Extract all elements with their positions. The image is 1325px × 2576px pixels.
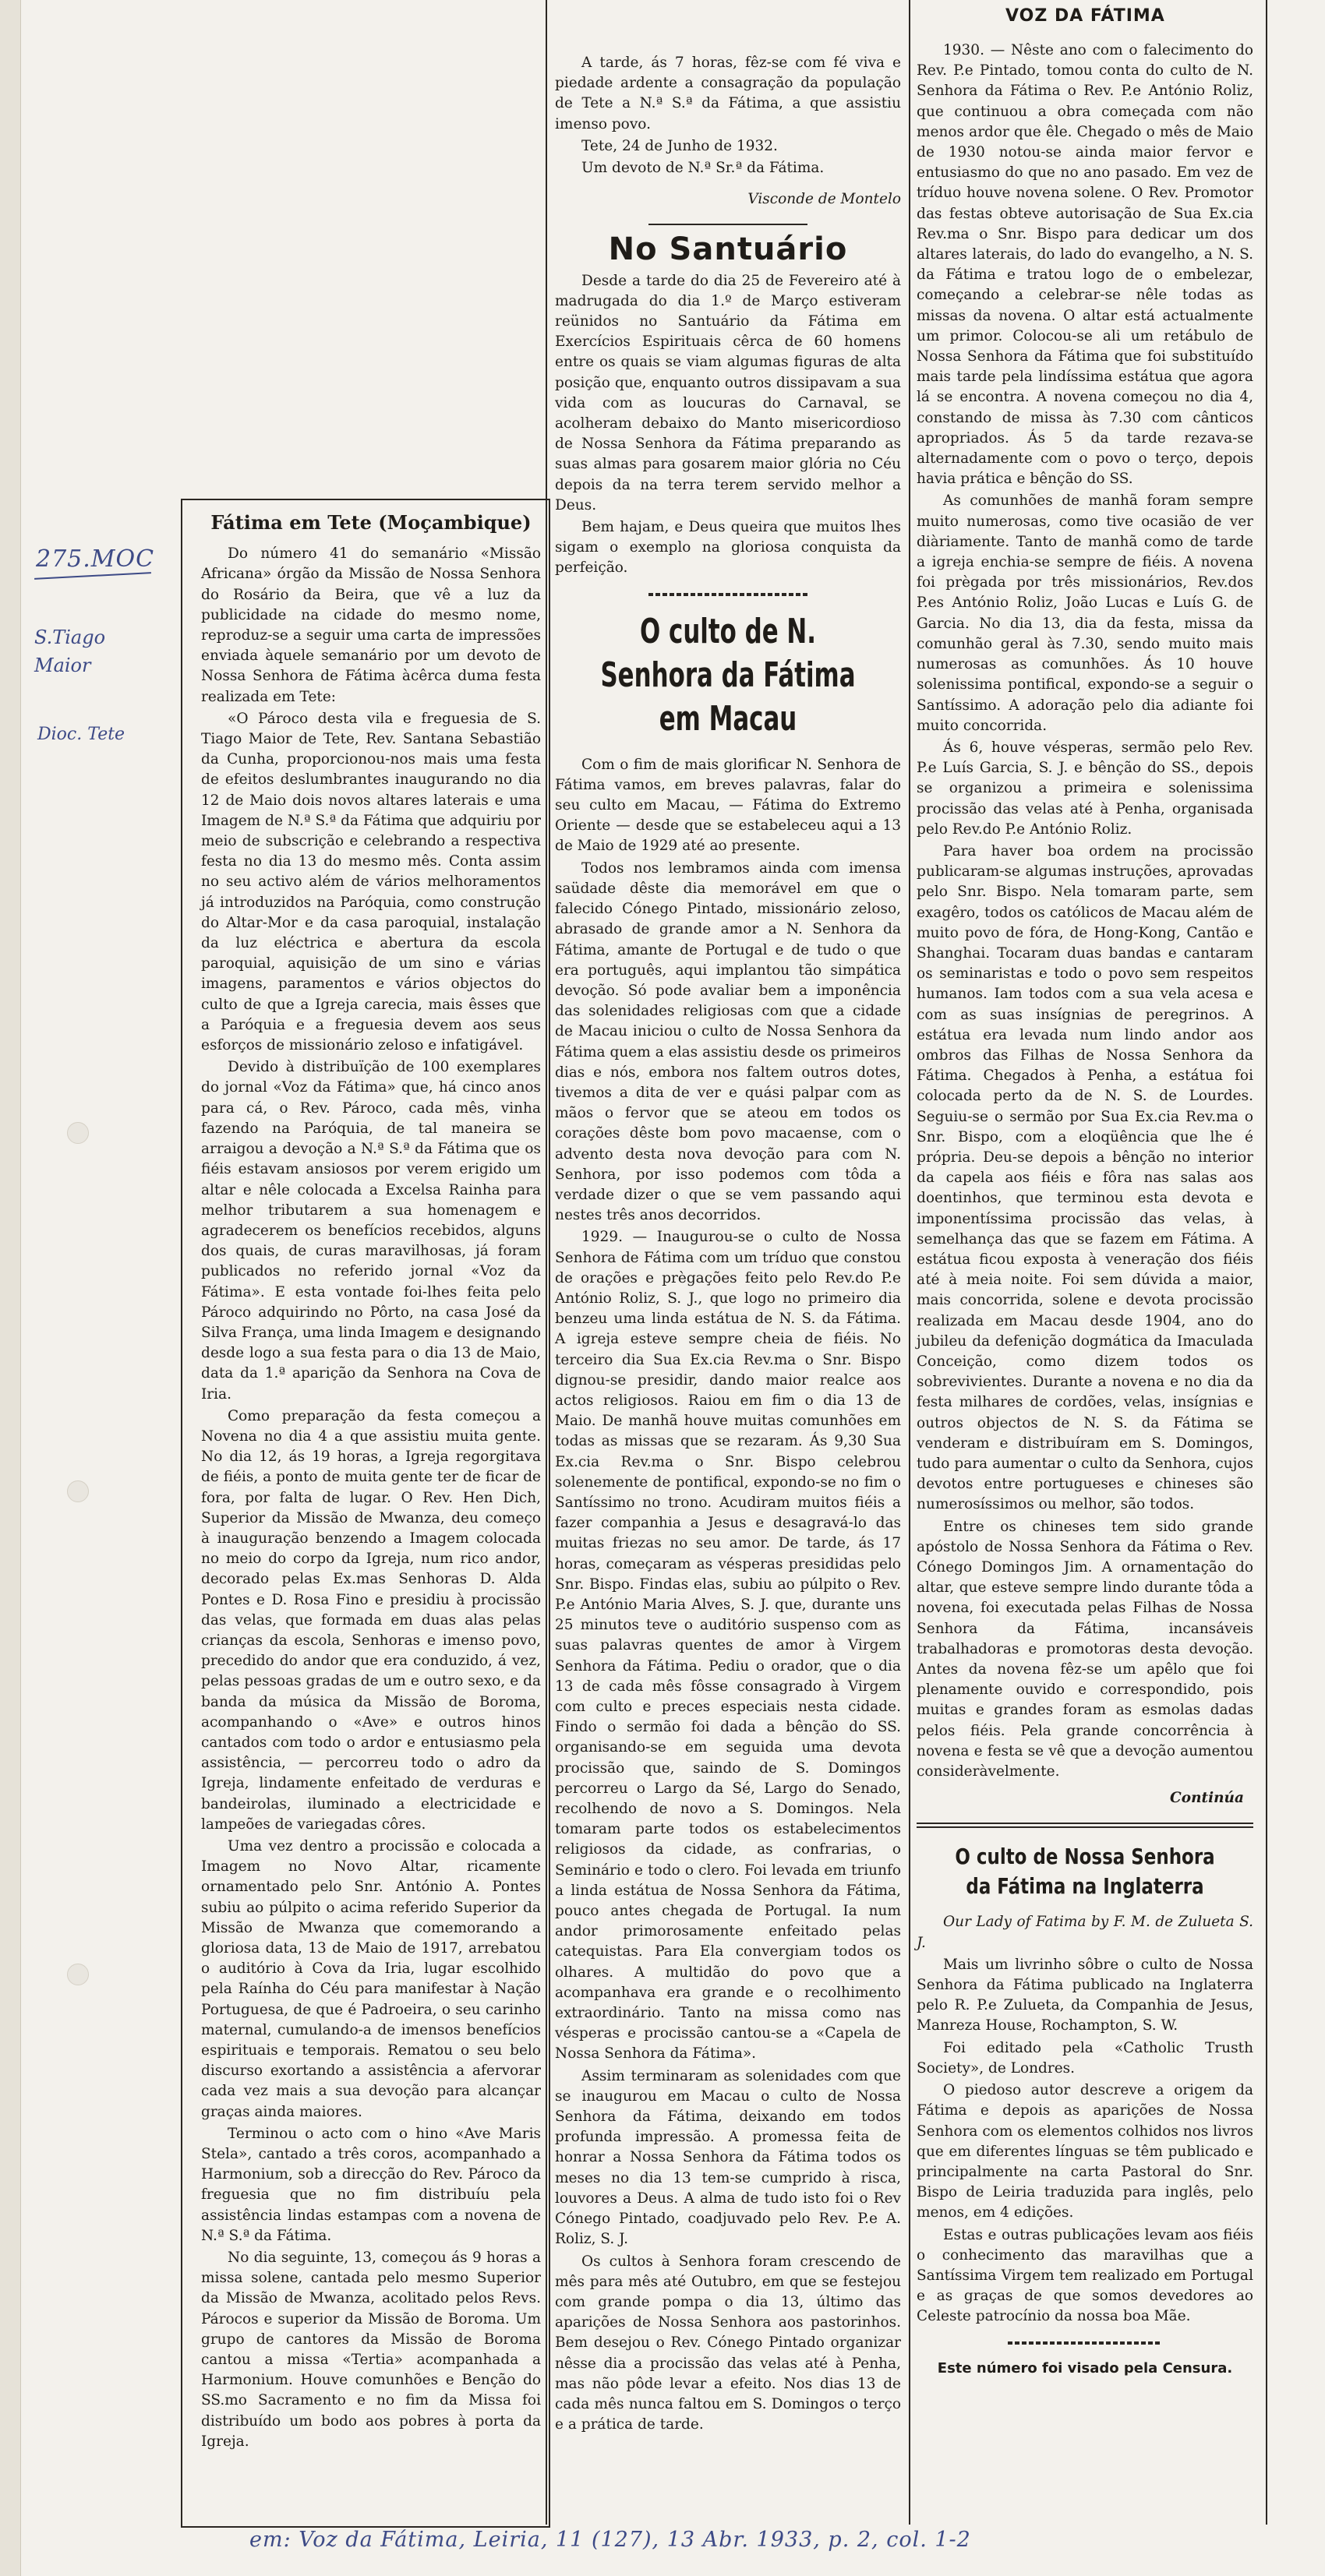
paragraph: O piedoso autor descreve a origem da Fátima e depois as aparições de Nossa Senhora com os elementos colhidos nos livros que em diferentes línguas se têm publicado e principalmente na carta Pastoral do Snr. Bispo de Leiria traduzida para inglês, pelo menos, em 4 edições.	[917, 2082, 1253, 2221]
column-rule	[546, 0, 547, 2525]
article-title: O culto de Nossa Senhora da Fátima na Inglaterra	[955, 1844, 1215, 1900]
paragraph: Para haver boa ordem na procissão publicaram-se algumas instruções, aprovadas pelo Snr. Bispo. Nela tomaram parte, sem exagêro, todos os católicos de Macau além de muito povo de fóra, de Hong-Kong, Cantão e Shanghai. Tocaram duas bandas e cantaram os seminaristas e todo o povo sem respeitos humanos. Iam todos com a sua vela acesa e com as suas insígnias de peregrinos. A estátua era levada num lindo andor aos ombros das Filhas de Nossa Senhora da Fátima. Chegados à Penha, a estátua foi colocada perto da de N. S. de Lourdes. Seguiu-se o sermão por Sua Ex.cia Rev.ma o Snr. Bispo, com a eloqüência que lhe é própria. Deu-se depois a bênção no interior da capela aos fiéis e fôra nas salas aos doentinhos, que terminou esta devota e imponentíssima procissão das velas, à semelhança das que se fazem em Fátima. A estátua ficou exposta à veneração dos fiéis até à meia noite. Foi sem dúvida a maior, mais concorrida, solene e devota procissão realizada em Macau desde 1904, ano do jubileu da defenição dogmática da Imaculada Conceição, como dizem todos os sobrevivientes. Durante a novena e no dia da festa milhares de cordões, velas, insígnias e outros objectos de N. S. da Fátima se venderam e distribuíram em S. Domingos, tudo para aumentar o culto da Senhora, cujos devotos entre portugueses e chineses são numerosíssimos ou melhor, são todos.	[917, 842, 1253, 1513]
article-title: O culto de N. Senhora da Fátima em Macau	[600, 611, 856, 739]
column-middle	[555, 53, 901, 2437]
paragraph: Terminou o acto com o hino «Ave Maris Stela», cantado a três coros, acompanhado a Harmonium, sob a direcção do Rev. Pároco da freguesia que no fim distribuíu pela assistência lindas estampas com a novena de N.ª S.ª da Fátima.	[201, 2125, 541, 2244]
column-right	[917, 41, 1253, 2379]
handwritten-ref-code: 275.MOC	[36, 545, 155, 573]
paragraph: Desde a tarde do dia 25 de Fevereiro até à madrugada do dia 1.º de Março estiveram reünidos no Santuário da Fátima em Exercícios Espirituais cêrca de 60 homens entre os quais se viam algumas figuras de alta posição que, enquanto outros dissipavam a sua vida com as loucuras do Carnaval, se acolheram debaixo do Manto misericordioso de Nossa Senhora da Fátima preparando as suas almas para gosarem maior glória no Céu depois da na terra terem servido melhor a Deus.	[555, 272, 901, 513]
handwritten-parish: S.Tiago Maior	[34, 626, 106, 676]
newspaper-masthead: VOZ DA FÁTIMA	[1005, 6, 1165, 26]
paragraph: Como preparação da festa começou a Novena no dia 4 a que assistiu muita gente. No dia 12, ás 19 horas, a Igreja regorgitava de fiéis, a ponto de muita gente ter de ficar de fora, por falta de lugar. O Rev. Hen Dich, Superior da Missão de Mwanza, deu começo à inauguração benzendo a Imagem colocada no meio do corpo da Igreja, num rico andor, decorado pelas Ex.mas Senhoras D. Alda Pontes e D. Rosa Fino e presidiu à procissão das velas, que formada em duas alas pelas crianças da escola, Senhoras e imenso povo, precedido do andor que era conduzido, á vez, pelas pessoas gradas de um e outro sexo, e da banda da música da Missão de Boroma, acompanhando o «Ave» e outros hinos cantados com todo o ardor e entusiasmo pela assistência, — percorreu todo o adro da Igreja, lindamente enfeitado de verduras e bandeirolas, iluminado a electricidade e lampeões de variegadas côres.	[201, 1407, 541, 1833]
article-title: No Santuário	[608, 231, 848, 268]
devotee-signature: Um devoto de N.ª Sr.ª da Fátima.	[581, 160, 825, 177]
paragraph: As comunhões de manhã foram sempre muito numerosas, como tive ocasião de ver diàriamente. Tanto de manhã como de tarde a igreja enchia-se sempre de fiéis. A novena foi prègada por três missionários, Rev.dos P.es António Roliz, João Lucas e Luís G. de Garcia. No dia 13, dia da festa, missa da comunhão geral às 7.30, sendo muito mais numerosas as comunhões. Ás 10 houve solenissima pontifical, expondo-se a seguir o Santíssimo. A adoração pelo dia adiante foi muito concorrida.	[917, 492, 1253, 734]
column-rule	[1266, 0, 1267, 2525]
place-date: Tete, 24 de Junho de 1932.	[581, 137, 778, 154]
article-fatima-em-tete	[201, 508, 541, 2454]
paragraph: Assim terminaram as solenidades com que se inaugurou em Macau o culto de Nossa Senhora da Fátima, deixando em todos profunda impressão. A promessa feita de honrar a Nossa Senhora da Fátima todos os meses no dia 13 tem-se cumprido à risca, louvores a Deus. A alma de tudo isto foi o Rev Cónego Pintado, coadjuvado pelo Rev. P.e A. Roliz, S. J.	[555, 2067, 901, 2248]
paragraph: Do número 41 do semanário «Missão Africana» órgão da Missão de Nossa Senhora do Rosário da Beira, que vê a luz da publicidade na cidade do mesmo nome, reproduz-se a seguir uma carta de impressões enviada àquele semanário por um devoto de Nossa Senhora de Fátima àcêrca duma festa realizada em Tete:	[201, 545, 541, 705]
paragraph: Uma vez dentro a procissão e colocada a Imagem no Novo Altar, ricamente ornamentado pelo Snr. António A. Pontes subiu ao púlpito o acima referido Superior da Missão de Mwanza que comemorando a gloriosa data, 13 de Maio de 1917, arrebatou o auditório à Cova da Iria, lugar escolhido pela Raínha do Céu para manifestar à Nação Portuguesa, de que é Padroeira, o seu carinho maternal, cumulando-a de imensos benefícios espirituais e temporais. Rematou o seu belo discurso exortando a assistência a afervorar cada vez mais a sua devoção para alcançar graças ainda maiores.	[201, 1838, 541, 2120]
author-signature: Visconde de Montelo	[747, 191, 901, 208]
section-divider	[648, 224, 807, 225]
handwritten-diocese: Dioc. Tete	[37, 725, 125, 744]
section-divider	[648, 593, 807, 596]
paragraph: Foi editado pela «Catholic Trusth Society», de Londres.	[917, 2039, 1253, 2077]
article-title: Fátima em Tete (Moçambique)	[210, 511, 532, 534]
paragraph: Bem hajam, e Deus queira que muitos lhes sigam o exemplo na gloriosa conquista da perfeição.	[555, 519, 901, 577]
paragraph: Com o fim de mais glorificar N. Senhora de Fátima vamos, em breves palavras, falar do seu culto em Macau, — Fátima do Extremo Oriente — desde que se estabeleceu aqui a 13 de Maio de 1929 até ao presente.	[555, 756, 901, 855]
handwritten-underline	[34, 572, 151, 580]
paragraph: 1930. — Nêste ano com o falecimento do Rev. P.e Pintado, tomou conta do culto de N. Senhora da Fátima o Rev. P.e António Roliz, que continuou a obra começada com não menos ardor que êle. Chegado o mês de Maio de 1930 notou-se ainda maior fervor e entusiasmo do que no ano pasado. Em vez de tríduo houve novena solene. O Rev. Promotor das festas obteve autorisação de Sua Ex.cia Rev.ma o Snr. Bispo para dedicar um dos altares laterais, do lado do evangelho, a N. S. da Fátima e tratou logo de o embelezar, começando a celebrar-se nêle todas as missas da novena. O altar está actualmente um primor. Colocou-se ali um retábulo de Nossa Senhora da Fátima que foi substituído mais tarde pela lindíssima estátua que agora lá se encontra. A novena começou no dia 4, constando de missa às 7.30 com cânticos apropriados. Ás 5 da tarde rezava-se alternadamente com o povo o terço, depois havia prática e bênção do SS.	[917, 42, 1253, 488]
paragraph: Our Lady of Fatima by F. M. de Zulueta S. J.	[917, 1914, 1253, 1951]
paragraph: Os cultos à Senhora foram crescendo de mês para mês até Outubro, em que se festejou com grande pompa o dia 13, último das aparições de Nossa Senhora aos pastorinhos. Bem desejou o Rev. Cónego Pintado organizar nêsse dia a procissão das velas até à Penha, mas não pôde levar a efeito. Nos dias 13 de cada mês nunca faltou em S. Domingos o terço e a prática de tarde.	[555, 2253, 901, 2433]
continued-marker: Continúa	[1170, 1790, 1244, 1807]
column-rule	[909, 0, 910, 2525]
section-divider	[1008, 2341, 1163, 2345]
binder-hole	[67, 1122, 89, 1144]
censorship-note: Este número foi visado pela Censura.	[937, 2359, 1233, 2377]
paragraph: Devido à distribuïção de 100 exemplares do jornal «Voz da Fátima» que, há cinco anos para cá, o Rev. Pároco, cada mês, vinha fazendo na Paróquia, de tal maneira se arraigou a devoção a N.ª S.ª da Fátima que os fiéis estavam ansiosos por verem erigido um altar e nêle colocada a Excelsa Rainha para melhor tributarem a sua homenagem e agradecerem os benefícios recebidos, alguns dos quais, de curas maravilhosas, já foram publicados no referido jornal «Voz da Fátima». E esta vontade foi-lhes feita pelo Pároco adquirindo no Pôrto, na casa José da Silva França, uma linda Imagem e designando desde logo a sua festa para o dia 13 de Maio, data da 1.ª aparição da Senhora na Cova de Iria.	[201, 1059, 541, 1403]
paragraph: Entre os chineses tem sido grande apóstolo de Nossa Senhora da Fátima o Rev. Cónego Domingos Jim. A ornamentação do altar, que esteve sempre lindo durante tôda a novena, foi executada pelas Filhas de Nossa Senhora da Fátima, incansáveis trabalhadoras e promotoras desta devoção. Antes da novena fêz-se um apêlo que foi plenamente ouvido e correspondido, pois muitas e grandes foram as esmolas dadas pelos fiéis. Pela grande concorrência à novena e festa se vê que a devoção aumentou consideràvelmente.	[917, 1518, 1253, 1780]
binder-hole	[67, 1964, 89, 1985]
page-edge	[0, 0, 21, 2576]
section-divider	[917, 1823, 1253, 1828]
paragraph: Ás 6, houve vésperas, sermão pelo Rev. P.e Luís Garcia, S. J. e bênção do SS., depois se organizou a primeira e solenissima procissão das velas até à Penha, organisada pelo Rev.do P.e António Roliz.	[917, 739, 1253, 838]
paragraph: Mais um livrinho sôbre o culto de Nossa Senhora da Fátima publicado na Inglaterra pelo R. P.e Zulueta, da Companhia de Jesus, Manreza House, Rochampton, S. W.	[917, 1956, 1253, 2034]
paragraph: Todos nos lembramos ainda com imensa saüdade dêste dia memorável em que o falecido Cónego Pintado, missionário zeloso, abrasado de grande amor a N. Senhora da Fátima, amante de Portugal e de tudo o que era português, aqui implantou tão simpática devoção. Só pode avaliar bem a imponência das solenidades religiosas com que a cidade de Macau iniciou o culto de Nossa Senhora da Fátima quem a elas assistiu desde os primeiros dias e nós, embora nos faltem outros dotes, tivemos a dita de ver e quási palpar com as mãos o fervor que se ateou em todos os corações dêste bom povo macaense, com o advento desta nova devoção para com N. Senhora, por isso podemos com tôda a verdade dizer o que se vem passando aqui nestes três anos decorridos.	[555, 859, 901, 1224]
binder-hole	[67, 1480, 89, 1502]
paragraph: Estas e outras publicações levam aos fiéis o conhecimento das maravilhas que a Santíssima Virgem tem realizado em Portugal e as graças de que somos devedores ao Celeste patrocínio da nossa boa Mãe.	[917, 2226, 1253, 2325]
paragraph: No dia seguinte, 13, começou ás 9 horas a missa solene, cantada pelo mesmo Superior da Missão de Mwanza, acolitado pelos Revs. Párocos e superior da Missão de Boroma. Um grupo de cantores da Missão de Boroma cantou a missa «Tertia» acompanhada a Harmonium. Houve comunhões e Benção do SS.mo Sacramento e no fim da Missa foi distribuído um bodo aos pobres à porta da Igreja.	[201, 2250, 541, 2450]
paragraph: «O Pároco desta vila e freguesia de S. Tiago Maior de Tete, Rev. Santana Sebastião da Cunha, proporcionou-nos mais uma festa de efeitos deslumbrantes inaugurando no dia 12 de Maio dois novos altares laterais e uma Imagem de N.ª S.ª da Fátima que adquiriu por meio de subscrição e celebrando a respectiva festa no dia 13 do mesmo mês. Conta assim no seu activo além de vários melhoramentos já introduzidos na Paróquia, como construção do Altar-Mor e da casa paroquial, instalação da luz eléctrica e abertura da escola paroquial, aquisição de um sino e várias imagens, paramentos e vários objectos do culto de que a Igreja carecia, mais êsses que a Paróquia e a freguesia devem aos seus esforços de missionário zeloso e infatigável.	[201, 710, 541, 1054]
handwritten-source-note: em: Voz da Fátima, Leiria, 11 (127), 13 Abr. 1933, p. 2, col. 1-2	[249, 2528, 971, 2552]
paragraph: A tarde, ás 7 horas, fêz-se com fé viva e piedade ardente a consagração da população de Tete a N.ª S.ª da Fátima, a que assistiu imenso povo.	[555, 55, 901, 132]
paragraph: 1929. — Inaugurou-se o culto de Nossa Senhora de Fátima com um tríduo que constou de orações e prègações feito pelo Rev.do P.e António Roliz, S. J., que logo no primeiro dia benzeu uma linda estátua de N. S. da Fátima. A igreja esteve sempre cheia de fiéis. No terceiro dia Sua Ex.cia Rev.ma o Snr. Bispo dignou-se presidir, dando maior realce aos actos religiosos. Raiou em fim o dia 13 de Maio. De manhã houve muitas comunhões em todas as missas que se rezaram. Ás 9,30 Sua Ex.cia Rev.ma o Snr. Bispo celebrou solenemente de pontifical, expondo-se no fim o Santíssimo no trono. Acudiram muitos fiéis a fazer companhia a Jesus e desagravá-lo das muitas friezas no seu amor. De tarde, ás 17 horas, começaram as vésperas presididas pelo Snr. Bispo. Findas elas, subiu ao púlpito o Rev. P.e António Maria Alves, S. J. que, durante uns 25 minutos teve o auditório suspenso com as suas palavras quentes de amor à Virgem Senhora da Fátima. Pediu o orador, que o dia 13 de cada mês fôsse consagrado à Virgem com culto e preces especiais nesta cidade. Findo o sermão foi dada a bênção do SS. organisando-se em seguida uma devota procissão que, saindo de S. Domingos percorreu o Largo da Sé, Largo do Senado, recolhendo de novo a S. Domingos. Nela tomaram parte todos os estabelecimentos religiosos da cidade, as confrarias, o Seminário e todo o clero. Foi levada em triunfo a linda estátua de Nossa Senhora da Fátima, pouco antes chegada de Portugal. Ia num andor primorosamente enfeitado pelas catequistas. Para Ela convergiam todos os olhares. A multidão do povo que a acompanhava era grande e o recolhimento extraordinário. Tanto na missa como nas vésperas e procissão cantou-se a «Capela de Nossa Senhora da Fátima».	[555, 1229, 901, 2063]
